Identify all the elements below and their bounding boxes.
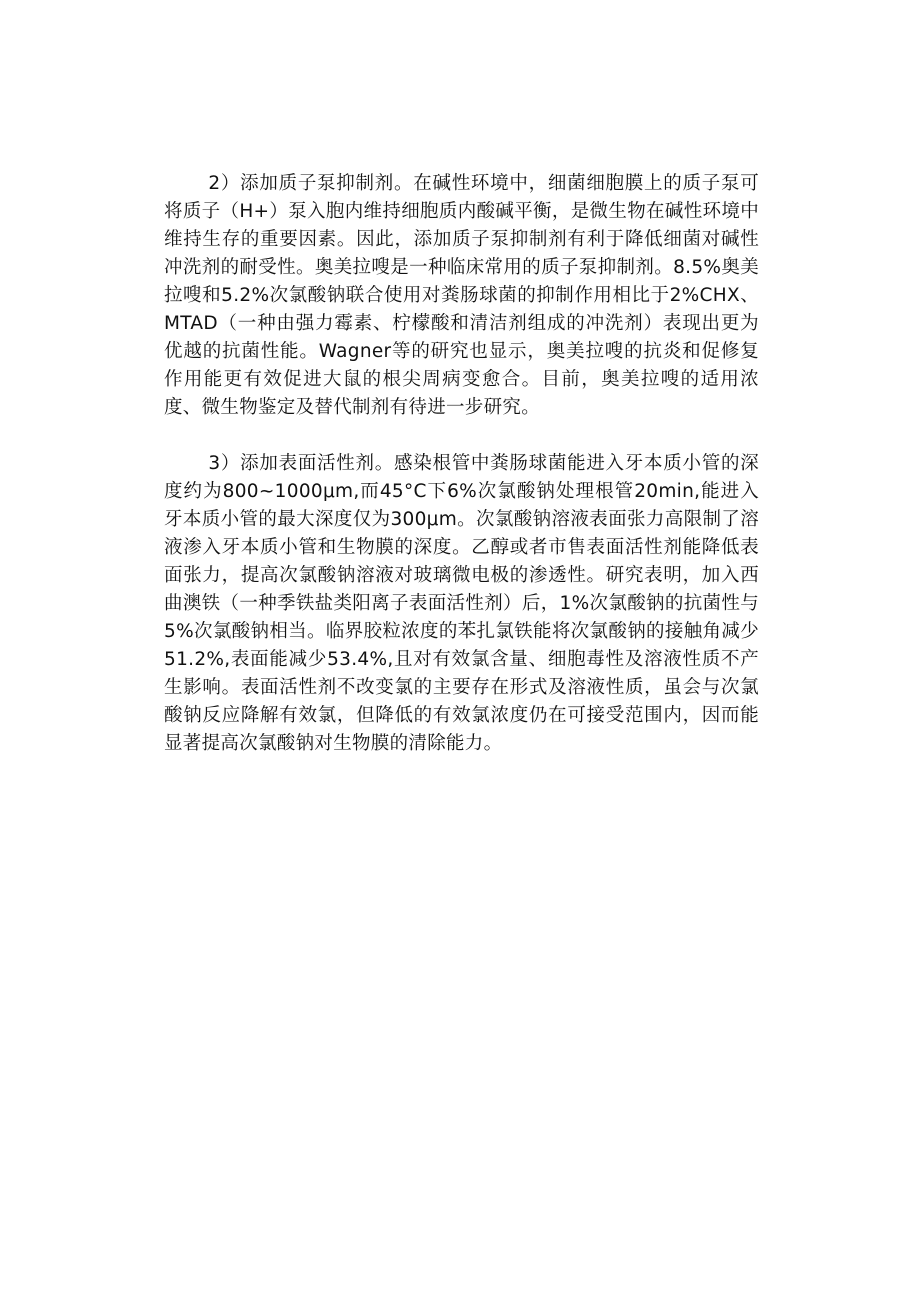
document-body — [164, 170, 759, 758]
paragraph-proton-pump-inhibitor: 2）添加质子泵抑制剂。在碱性环境中，细菌细胞膜上的质子泵可将质子（H+）泵入胞内维持细胞质内酸碱平衡，是微生物在碱性环境中维持生存的重要因素。因此，添加质子泵抑制剂有利于降低细菌对碱性冲洗剂的耐受性。奥美拉嗖是一种临床常用的质子泵抑制剂。8.5%奥美拉嗖和5.2%次氯酸钠联合使用对粪肠球菌的抑制作用相比于2%CHX、MTAD（一种由强力霉素、柠檬酸和清洁剂组成的冲洗剂）表现出更为优越的抗菌性能。Wagner等的研究也显示，奥美拉嗖的抗炎和促修复作用能更有效促进大鼠的根尖周病变愈合。目前，奥美拉嗖的适用浓度、微生物鉴定及替代制剂有待进一步研究。 — [164, 173, 759, 418]
paragraph-surfactant: 3）添加表面活性剂。感染根管中粪肠球菌能进入牙本质小管的深度约为800~1000μm,而45°C下6%次氯酸钠处理根管20min,能进入牙本质小管的最大深度仅为300μm。次氯酸钠溶液表面张力高限制了溶液渗入牙本质小管和生物膜的深度。乙醇或者市售表面活性剂能降低表面张力，提高次氯酸钠溶液对玻璃微电极的渗透性。研究表明，加入西曲澳铁（一种季铁盐类阳离子表面活性剂）后，1%次氯酸钠的抗菌性与5%次氯酸钠相当。临界胶粒浓度的苯扎氯铁能将次氯酸钠的接触角减少51.2%,表面能减少53.4%,且对有效氯含量、细胞毒性及溶液性质不产生影响。表面活性剂不改变氯的主要存在形式及溶液性质，虽会与次氯酸钠反应降解有效氯，但降低的有效氯浓度仍在可接受范围内，因而能显著提高次氯酸钠对生物膜的清除能力。 — [164, 453, 759, 754]
